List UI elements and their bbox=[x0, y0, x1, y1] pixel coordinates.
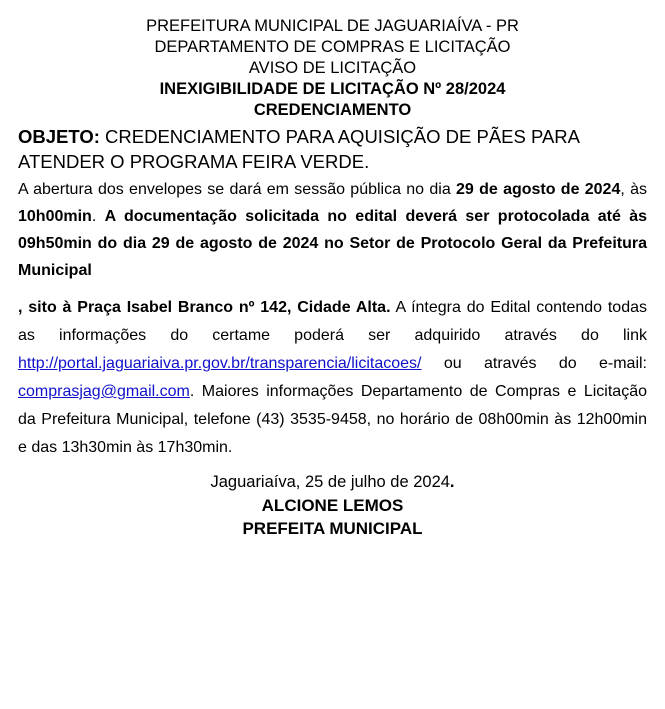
objeto-paragraph bbox=[18, 124, 647, 174]
address-text-a: , sito à Praça Isabel Branco nº 142, Cidade Alta bbox=[18, 299, 387, 316]
objeto-text: CREDENCIAMENTO PARA AQUISIÇÃO DE PÃES PARA ATENDER O PROGRAMA FEIRA VERDE. bbox=[18, 126, 579, 172]
session-time: 10h00min bbox=[18, 208, 92, 225]
protocol-requirement-text: A documentação solicitada no edital deverá ser protocolada até às 09h50min do dia 29 de agosto de 2024 no Setor de Protocolo Geral da Prefeitura Municipal bbox=[18, 208, 648, 279]
signature-city-date-text: Jaguariaíva, 25 de julho de 2024 bbox=[210, 473, 450, 491]
session-paragraph bbox=[18, 176, 647, 284]
header-line-5-credenciamento: CREDENCIAMENTO bbox=[253, 101, 412, 119]
email-link[interactable]: comprasjag@gmail.com bbox=[18, 383, 190, 400]
signature-city-date-period: . bbox=[449, 473, 455, 491]
contact-info-text: . Maiores informações Departamento de Compras e Licitação da Prefeitura Municipal, telefone (43) 3535-9458, no horário de 08h00min às 12h00min e das 13h30min às 17h30min. bbox=[18, 383, 647, 456]
session-text-c: , às bbox=[620, 181, 647, 198]
edital-access-text: A íntegra do Edital contendo todas as informações do certame poderá ser adquirido através do link bbox=[18, 299, 648, 344]
signatory-title: PREFEITA MUNICIPAL bbox=[242, 519, 423, 538]
address-period: . bbox=[386, 299, 391, 316]
portal-link[interactable]: http://portal.jaguariaiva.pr.gov.br/transparencia/licitacoes/ bbox=[18, 355, 422, 372]
header-line-2: DEPARTAMENTO DE COMPRAS E LICITAÇÃO bbox=[154, 38, 511, 56]
signatory-name: ALCIONE LEMOS bbox=[261, 496, 404, 515]
header-line-1: PREFEITURA MUNICIPAL DE JAGUARIAÍVA - PR bbox=[146, 17, 519, 35]
address-and-contact-paragraph bbox=[18, 294, 647, 462]
session-date: 29 de agosto de 2024 bbox=[456, 181, 621, 198]
email-intro-text: ou através do e-mail: bbox=[421, 355, 647, 372]
objeto-label: OBJETO: bbox=[18, 126, 100, 147]
header-line-4-bid-number: INEXIGIBILIDADE DE LICITAÇÃO Nº 28/2024 bbox=[159, 80, 506, 98]
session-text-a: A abertura dos envelopes se dará em sessão pública no dia bbox=[18, 181, 457, 198]
header-line-3: AVISO DE LICITAÇÃO bbox=[248, 59, 417, 77]
session-text-e: . bbox=[91, 208, 105, 225]
signature-city-date bbox=[18, 470, 647, 494]
